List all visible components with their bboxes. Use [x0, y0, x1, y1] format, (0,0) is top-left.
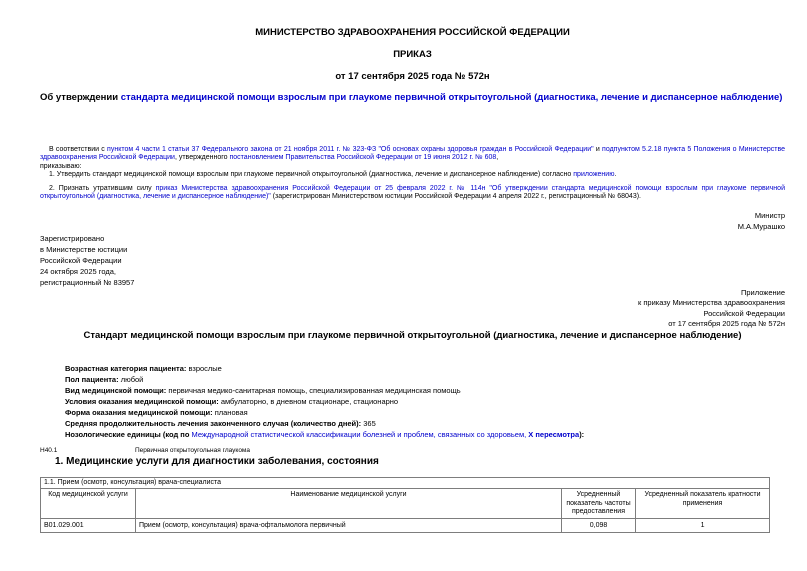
item2-text: 2. Признать утратившим силу [49, 185, 156, 193]
patient-info-label: Возрастная категория пациента: [65, 363, 187, 373]
signer-position: Министр [754, 210, 785, 220]
service-name-cell: Прием (осмотр, консультация) врача-офтальмолога первичный [136, 519, 562, 533]
patient-info-value: любой [120, 374, 144, 384]
section-1-heading: 1. Медицинские услуги для диагностики заболевания, состояния [55, 455, 379, 467]
order-title-prefix: Об утверждении [40, 92, 121, 103]
appendix-line: от 17 сентября 2025 года № 572н [668, 319, 785, 329]
appendix-line: Российской Федерации [703, 308, 785, 318]
signature-block [40, 210, 785, 232]
patient-info-label: Средняя продолжительность лечения законченного случая (количество дней): [65, 418, 362, 428]
government-resolution-link[interactable]: постановлением Правительства Российской Федерации от 19 июня 2012 г. № 608 [229, 154, 497, 162]
patient-info-value: плановая [214, 407, 248, 417]
appendix-line: к приказу Министерства здравоохранения [637, 298, 785, 308]
registration-line: в Министерстве юстиции [40, 244, 128, 254]
patient-info-label: Вид медицинской помощи: [65, 385, 167, 395]
table-header-row [41, 489, 770, 519]
icd-classification-link[interactable]: Международной статистической классификации болезней и проблем, связанных со здоровьем, [191, 429, 527, 439]
regulation-clause-link[interactable]: подпунктом 5.2.18 пункта 5 Положения о Министерстве здравоохранения Российской Федерации [40, 146, 785, 162]
annex-link[interactable]: приложению [573, 170, 615, 178]
icd-name: Первичная открытоугольная глаукома [135, 446, 251, 454]
doc-date: от 17 сентября 2025 года № 572н [335, 71, 490, 82]
order-item-2 [40, 185, 785, 202]
preamble-text-3: , утвержденного [174, 154, 230, 162]
patient-info-value: взрослые [188, 363, 222, 373]
preamble-text-1: В соответствии с [49, 146, 108, 153]
preamble-text-4: , [496, 154, 499, 162]
icd-code: Н40.1 [40, 446, 58, 454]
patient-info-line [65, 385, 785, 396]
patient-info-label: Условия оказания медицинской помощи: [65, 396, 219, 406]
patient-info-label: Форма оказания медицинской помощи: [65, 407, 213, 417]
order-title [40, 92, 785, 104]
patient-info-block [65, 363, 785, 440]
revoked-order-link[interactable]: приказ Министерства здравоохранения Российской Федерации от 25 февраля 2022 г. № 114н "Об утверждении стандарта медицинской помощи взрослым при глаукоме первичной открытоугольной (диагностика, лечение и диспансерное наблюдение)" [40, 185, 785, 201]
nosology-suffix: ): [579, 429, 585, 439]
registration-line: регистрационный № 83957 [40, 277, 135, 287]
federal-law-link[interactable]: пунктом 4 части 1 статьи 37 Федерального закона от 21 ноября 2011 г. № 323-ФЗ "Об основах охраны здоровья граждан в Российской Федерации" [107, 146, 594, 153]
column-header-service-code: Код медицинской услуги [41, 489, 136, 519]
standard-title: Стандарт медицинской помощи взрослым при глаукоме первичной открытоугольной (диагностика, лечение и диспансерное наблюдение) [83, 329, 742, 341]
patient-info-line [65, 374, 785, 385]
registration-line: Российской Федерации [40, 255, 122, 265]
patient-info-value: первичная медико-санитарная помощь, специализированная медицинская помощь [168, 385, 461, 395]
preamble-text-2: и [593, 146, 603, 153]
item2-end: (зарегистрирован Министерством юстиции Российской Федерации 4 апреля 2022 г., регистрационный № 68043). [270, 193, 641, 201]
table-subheader-row [41, 477, 770, 489]
order-title-link[interactable]: стандарта медицинской помощи взрослым при глаукоме первичной открытоугольной (диагностика, лечение и диспансерное наблюдение) [120, 92, 783, 103]
column-header-service-name: Наименование медицинской услуги [136, 489, 562, 519]
patient-info-line [65, 418, 785, 429]
patient-info-line [65, 363, 785, 374]
ministry-header: МИНИСТЕРСТВО ЗДРАВООХРАНЕНИЯ РОССИЙСКОЙ ФЕДЕРАЦИИ [255, 27, 570, 38]
patient-info-label: Пол пациента: [65, 374, 119, 384]
nosology-label: Нозологические единицы (код по [65, 429, 190, 439]
service-code-cell: B01.029.001 [41, 519, 136, 533]
table-row [41, 519, 770, 533]
column-header-multiplicity: Усредненный показатель кратности применения [636, 489, 770, 519]
signer-name: М.А.Мурашко [737, 221, 785, 231]
appendix-line: Приложение [741, 287, 785, 297]
frequency-cell: 0,098 [562, 519, 636, 533]
table-subheader: 1.1. Прием (осмотр, консультация) врача-специалиста [41, 477, 770, 489]
registration-line: Зарегистрировано [40, 233, 105, 243]
multiplicity-cell: 1 [636, 519, 770, 533]
registration-line: 24 октября 2025 года, [40, 266, 116, 276]
patient-info-line [65, 396, 785, 407]
registration-block [40, 233, 785, 288]
icd-revision-link[interactable]: Х пересмотра [528, 429, 580, 439]
patient-info-line [65, 407, 785, 418]
doc-type: ПРИКАЗ [393, 49, 432, 60]
item1-end: . [614, 170, 617, 178]
column-header-frequency: Усредненный показатель частоты предоставления [562, 489, 636, 519]
prikaz-line: приказываю: [40, 162, 82, 170]
appendix-block [40, 288, 785, 330]
services-table [40, 477, 770, 533]
patient-info-value: амбулаторно, в дневном стационаре, стационарно [220, 396, 399, 406]
item1-text: 1. Утвердить стандарт медицинской помощи взрослым при глаукоме первичной открытоугольной (диагностика, лечение и диспансерное наблюдение) согласно [49, 170, 574, 178]
patient-info-value: 365 [363, 418, 376, 428]
nosology-row [40, 446, 785, 455]
order-item-1 [40, 171, 785, 179]
nosology-line [65, 429, 785, 440]
preamble [40, 146, 785, 163]
